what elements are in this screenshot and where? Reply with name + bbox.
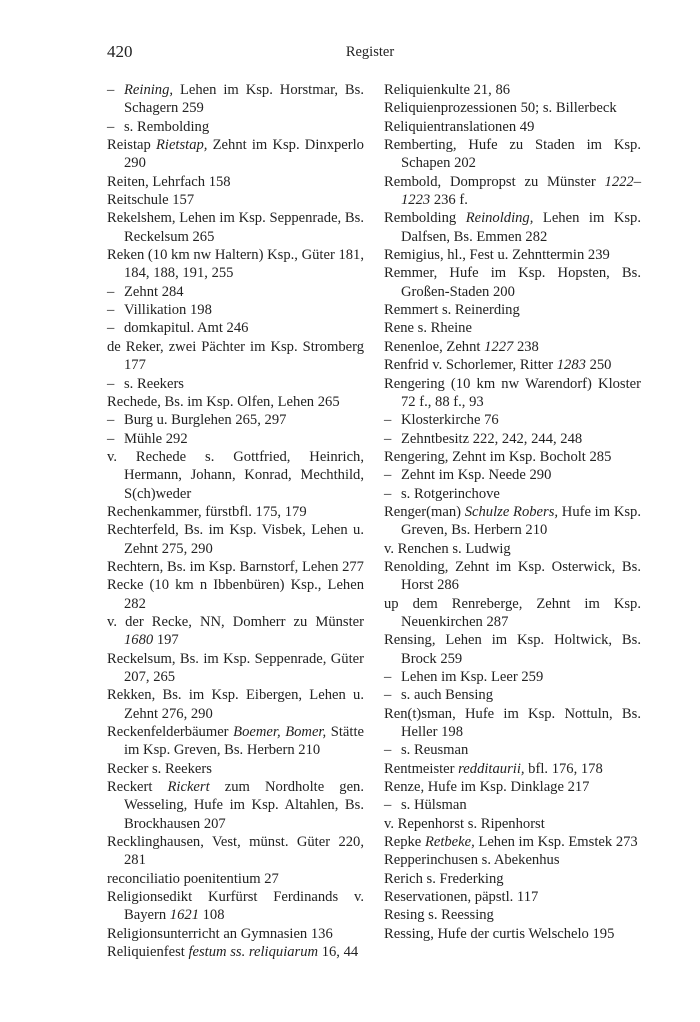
index-subentry (107, 118, 364, 136)
entry-text: v. Rechede s. Gottfried, Heinrich, Hermann, Johann, Konrad, Mechthild, S(ch)weder (107, 448, 364, 502)
index-subentry (384, 485, 641, 503)
index-subentry (384, 796, 641, 814)
entry-text-italic: Reinolding, (465, 210, 534, 227)
subentry-dash: – (384, 412, 392, 429)
index-subentry (384, 411, 641, 429)
index-entry (107, 393, 364, 411)
index-entry (384, 705, 641, 742)
index-entry (107, 925, 364, 943)
entry-text: Renger(man) (384, 503, 465, 520)
index-entry (384, 173, 641, 210)
index-entry (384, 319, 641, 337)
entry-text: Lehen im Ksp. Dalfsen, Bs. Emmen 282 (401, 210, 641, 245)
index-entry (107, 686, 364, 723)
entry-text: Reitschule 157 (107, 192, 195, 209)
subentry-dash: – (107, 430, 115, 447)
index-entry (107, 888, 364, 925)
index-entry (384, 264, 641, 301)
entry-text-italic: Rickert (167, 779, 210, 796)
entry-text: Rechede, Bs. im Ksp. Olfen, Lehen 265 (107, 393, 340, 410)
index-subentry (107, 375, 364, 393)
index-entry (107, 209, 364, 246)
index-entry (107, 503, 364, 521)
index-entry (384, 301, 641, 319)
entry-text: Reservationen, päpstl. 117 (384, 889, 539, 906)
index-entry (384, 906, 641, 924)
entry-text: Rensing, Lehen im Ksp. Holtwick, Bs. Brock 259 (384, 632, 641, 667)
subentry-dash: – (107, 82, 115, 98)
index-entry (107, 173, 364, 191)
index-entry (384, 631, 641, 668)
entry-text: Rene s. Rheine (384, 320, 472, 337)
entry-text: de Reker, zwei Pächter im Ksp. Stromberg 177 (107, 338, 364, 374)
subentry-dash: – (107, 302, 115, 319)
entry-text: Recke (10 km n Ibbenbüren) Ksp., Lehen 282 (107, 577, 364, 612)
entry-text: 108 (198, 907, 225, 924)
entry-text-italic: festum ss. reliquiarum (188, 944, 319, 961)
index-entry (384, 778, 641, 796)
index-entry (107, 613, 364, 650)
subentry-dash: – (384, 797, 392, 814)
entry-text: Zehnt im Ksp. Neede 290 (401, 467, 552, 484)
entry-text: Remigius, hl., Fest u. Zehnttermin 239 (384, 247, 610, 264)
index-entry (107, 650, 364, 687)
entry-text: Zehnt 284 (124, 283, 184, 300)
entry-text: s. Reekers (124, 375, 184, 392)
index-subentry (107, 81, 364, 118)
entry-text: reconciliatio poenitentium 27 (107, 870, 279, 887)
index-entry (384, 375, 641, 412)
entry-text: Villikation 198 (124, 302, 212, 319)
entry-text: Reistap (107, 137, 156, 154)
entry-text: Klosterkirche 76 (401, 412, 499, 429)
entry-text: Rerich s. Frederking (384, 870, 504, 887)
index-entry (384, 503, 641, 540)
entry-text: s. Rembolding (124, 118, 210, 135)
index-entry (384, 888, 641, 906)
entry-text: 250 (585, 357, 612, 374)
entry-text: Rechtern, Bs. im Ksp. Barnstorf, Lehen 277 (107, 558, 364, 575)
entry-text: s. Hülsman (401, 797, 467, 814)
index-entry (384, 209, 641, 246)
entry-text: Mühle 292 (124, 430, 188, 447)
entry-text: Remberting, Hufe zu Staden im Ksp. Schapen 202 (384, 137, 641, 172)
entry-text: up dem Renreberge, Zehnt im Ksp. Neuenkirchen 287 (384, 595, 641, 630)
entry-text-italic: Rietstap, (155, 137, 208, 154)
entry-text: Rembolding (384, 210, 466, 227)
entry-text: Renze, Hufe im Ksp. Dinklage 217 (384, 779, 590, 796)
index-entry (107, 576, 364, 613)
index-entry (107, 778, 364, 833)
index-subentry (107, 301, 364, 319)
entry-text: Remmer, Hufe im Ksp. Hopsten, Bs. Großen-Staden 200 (384, 265, 641, 300)
subentry-dash: – (107, 375, 115, 392)
entry-text: 16, 44 (318, 944, 359, 961)
index-column-left (107, 81, 364, 962)
entry-text: bfl. 176, 178 (524, 760, 603, 777)
index-entry (384, 815, 641, 833)
index-subentry (107, 430, 364, 448)
index-subentry (384, 430, 641, 448)
subentry-dash: – (107, 412, 115, 429)
entry-text-italic: 1283 (556, 357, 586, 374)
entry-text: Repke (384, 834, 425, 851)
entry-text: zum Nordholte gen. Wesseling, Hufe im Ksp. Altahlen, Bs. Brockhausen 207 (124, 779, 364, 832)
index-entry (107, 338, 364, 375)
entry-text: Reckert (107, 779, 168, 796)
entry-text: Rekelshem, Lehen im Ksp. Seppenrade, Bs. Reckelsum 265 (107, 210, 364, 245)
index-subentry (384, 741, 641, 759)
entry-text-italic: 1680 (124, 632, 154, 649)
index-entry (107, 943, 364, 961)
entry-text: Rengering, Zehnt im Ksp. Bocholt 285 (384, 448, 612, 465)
entry-text: Religionsunterricht an Gymnasien 136 (107, 925, 333, 942)
entry-text: Recker s. Reekers (107, 760, 212, 777)
entry-text: 197 (153, 632, 179, 649)
subentry-dash: – (107, 283, 115, 300)
entry-text-italic: 1621 (169, 907, 199, 924)
index-entry (384, 540, 641, 558)
entry-text: Rekken, Bs. im Ksp. Eibergen, Lehen u. Zehnt 276, 290 (107, 687, 364, 722)
index-entry (384, 246, 641, 264)
entry-text: s. Rotgerinchove (401, 485, 500, 502)
index-entry (384, 833, 641, 851)
subentry-dash: – (384, 430, 392, 447)
entry-text: Hufe im Ksp. Greven, Bs. Herbern 210 (401, 503, 641, 539)
index-subentry (384, 686, 641, 704)
entry-text: Reliquienfest (107, 944, 189, 961)
index-entry (107, 191, 364, 209)
index-subentry (384, 668, 641, 686)
index-entry (107, 246, 364, 283)
entry-text: Ren(t)sman, Hufe im Ksp. Nottuln, Bs. Heller 198 (384, 705, 641, 741)
entry-text: Renolding, Zehnt im Ksp. Osterwick, Bs. Horst 286 (384, 558, 641, 594)
entry-text-italic: Reining, (124, 82, 174, 98)
index-entry (384, 558, 641, 595)
page-number: 420 (107, 42, 133, 61)
subentry-dash: – (384, 485, 392, 502)
index-entry (384, 925, 641, 943)
entry-text: Rechterfeld, Bs. im Ksp. Visbek, Lehen u. Zehnt 275, 290 (107, 522, 364, 557)
index-entry (384, 448, 641, 466)
entry-text-italic: 1227 (484, 338, 514, 355)
index-entry (384, 595, 641, 632)
entry-text-italic: Schulze Robers, (464, 503, 559, 520)
entry-text: Zehnt im Ksp. Dinxperlo 290 (124, 137, 364, 172)
index-entry (384, 356, 641, 374)
entry-text: Lehen im Ksp. Leer 259 (401, 669, 544, 685)
subentry-dash: – (384, 467, 392, 484)
entry-text: Renfrid v. Schorlemer, Ritter (384, 357, 557, 374)
entry-text: Recklinghausen, Vest, münst. Güter 220, 281 (107, 834, 364, 869)
entry-text: Reliquienkulte 21, 86 (384, 82, 511, 98)
entry-text: Reckelsum, Bs. im Ksp. Seppenrade, Güter 207, 265 (107, 650, 364, 685)
entry-text: Rechenkammer, fürstbfl. 175, 179 (107, 503, 307, 520)
index-column-right (384, 81, 641, 943)
entry-text-italic: 1222–1223 (401, 173, 641, 209)
entry-text: Lehen im Ksp. Horstmar, Bs. Schagern 259 (124, 82, 364, 117)
index-subentry (107, 411, 364, 429)
entry-text: Reckenfelderbäumer (107, 724, 234, 741)
index-entry (107, 723, 364, 760)
entry-text: Repperinchusen s. Abekenhus (384, 852, 560, 869)
index-entry (384, 870, 641, 888)
index-entry (107, 558, 364, 576)
index-entry (384, 851, 641, 869)
index-subentry (107, 283, 364, 301)
index-entry (384, 338, 641, 356)
entry-text: Remmert s. Reinerding (384, 302, 520, 319)
entry-text: 236 f. (430, 192, 468, 209)
running-title: Register (345, 44, 395, 60)
entry-text: Rentmeister (384, 760, 459, 777)
index-entry (107, 870, 364, 888)
entry-text: Rengering (10 km nw Warendorf) Kloster 72 f., 88 f., 93 (384, 375, 641, 410)
index-entry (107, 760, 364, 778)
subentry-dash: – (384, 687, 392, 704)
entry-text: Zehntbesitz 222, 242, 244, 248 (401, 430, 583, 447)
entry-text-italic: redditaurii, (458, 760, 525, 777)
subentry-dash: – (107, 118, 115, 135)
subentry-dash: – (384, 742, 392, 759)
entry-text: 238 (513, 338, 539, 355)
entry-text: Ressing, Hufe der curtis Welschelo 195 (384, 925, 615, 942)
index-entry (384, 760, 641, 778)
entry-text: v. Repenhorst s. Ripenhorst (384, 815, 545, 832)
entry-text: Lehen im Ksp. Emstek 273 (474, 834, 638, 851)
entry-text: Stätte im Ksp. Greven, Bs. Herbern 210 (124, 724, 364, 759)
entry-text: v. Renchen s. Ludwig (384, 540, 511, 557)
index-entry (384, 118, 641, 136)
entry-text: Religionsedikt Kurfürst Ferdinands v. Bayern (107, 889, 364, 924)
entry-text: Rembold, Dompropst zu Münster (384, 173, 605, 190)
index-entry (384, 136, 641, 173)
entry-text: Burg u. Burglehen 265, 297 (124, 412, 287, 429)
index-entry (107, 521, 364, 558)
index-entry (107, 833, 364, 870)
entry-text: Resing s. Reessing (384, 907, 494, 924)
entry-text: s. auch Bensing (401, 687, 494, 704)
index-entry (107, 448, 364, 503)
entry-text: Reliquientranslationen 49 (384, 118, 535, 135)
entry-text-italic: Retbeke, (424, 834, 475, 851)
index-subentry (107, 319, 364, 337)
entry-text: v. der Recke, NN, Domherr zu Münster (107, 613, 364, 630)
entry-text: Renenloe, Zehnt (384, 338, 485, 355)
index-entry (107, 136, 364, 173)
entry-text: Reken (10 km nw Haltern) Ksp., Güter 181, 184, 188, 191, 255 (107, 247, 364, 282)
entry-text: Reliquienprozessionen 50; s. Billerbeck (384, 100, 617, 117)
subentry-dash: – (107, 320, 115, 337)
index-subentry (384, 466, 641, 484)
entry-text-italic: Boemer, Bomer, (233, 724, 327, 741)
index-entry (384, 81, 641, 99)
subentry-dash: – (384, 669, 392, 685)
entry-text: s. Reusman (401, 742, 469, 759)
entry-text: domkapitul. Amt 246 (124, 320, 249, 337)
entry-text: Reiten, Lehrfach 158 (107, 173, 231, 190)
index-entry (384, 99, 641, 117)
